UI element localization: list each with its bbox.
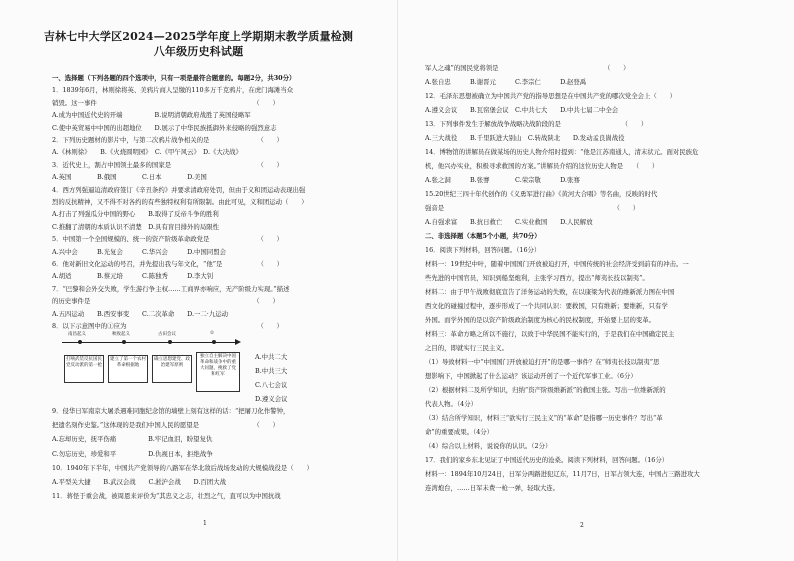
text-line: 销毁。这一事件 （ ） — [52, 98, 279, 107]
text-line: A.遵义会议 B.瓦窑堡会议 C.中共七大 D.中共七届二中全会 — [425, 106, 619, 114]
text-line: 3．近代史上，割占中国领土最多的国家是 （ ） — [52, 160, 283, 169]
text-line: A.英国 B.俄国 C.日本 D.美国 — [52, 173, 207, 182]
text-line: A.忘却历史，抚平伤痛 B.牢记血泪，盼望复仇 — [52, 435, 213, 444]
timeline-arrow-icon — [235, 339, 241, 345]
text-line: A.成为中国近代史的开端 B.说明清朝政府战胜了英国侵略军 — [52, 111, 251, 120]
text-line: 外国。而学外国的是以资产阶级政治制度为核心的民权制度，开始要上层的变革。 — [425, 316, 656, 324]
page-number-right: 2 — [580, 522, 584, 529]
text-line: 15.20世纪三四十年代创作的《义勇军进行曲》《黄河大合唱》等名曲，反映的时代 — [425, 190, 658, 198]
page-number-left: 1 — [203, 520, 207, 527]
text-line: A.平型关大捷 B.武汉会战 C.淞沪会战 D.百团大战 — [52, 478, 226, 486]
timeline-dot — [212, 340, 216, 344]
text-line: 机，他兴办实业，积极寻求救国的方案。”讲解员介绍的这位历史人物是 （ ） — [425, 162, 659, 170]
answer-option: C.八七会议 — [255, 381, 288, 389]
text-line: A.张之洞 B.张謇 C.荣宗敬 D.张骞 — [425, 176, 580, 184]
text-line: 4．西方列强逼迫清政府签订《辛丑条约》并要求清政府处罚，但由于义和团运动表现出强 — [52, 185, 306, 194]
text-line: 二、非选择题（本题5个小题，共70分） — [425, 232, 541, 240]
stage-label: 古田会议 — [158, 332, 176, 337]
text-line: 一、选择题（下列各题的四个选项中，只有一项是最符合题意的。每题2分，共30分） — [52, 74, 296, 82]
timeline-dot — [168, 340, 172, 344]
text-line: 连湾炮台，……日军未费一枪一弹，轻取大连。 — [425, 484, 560, 492]
text-line: 把遗名刻作史鉴。”这体现的是我们中国人民的愿望是 （ ） — [52, 421, 279, 430]
answer-option: B.中共三大 — [255, 367, 288, 375]
answer-option: A.中共二大 — [255, 353, 288, 361]
text-line: 6．他对新旧文化运动的号召，并先提出我与年文化，“他”是 （ ） — [52, 260, 284, 268]
text-line: C.使中英贸易中中国的出超地位 D.展示了中华民族抵御外来侵略的强烈意志 — [52, 123, 277, 132]
text-line: 想影响下，中国掀起了什么运动？该运动开创了一个近代军事工业。（6分） — [425, 372, 637, 380]
timeline-axis — [62, 342, 237, 343]
text-line: 2．下列历史题材的影片中，与第二次鸦片战争相关的是 （ ） — [52, 136, 283, 144]
text-line: A.兴中会 B.光复会 C.华兴会 D.中国同盟会 — [52, 247, 226, 256]
text-line: 些先进的中国官员，知识到船坚炮利，主张学习西方，提出“师夷长技以制夷”。 — [425, 274, 649, 282]
text-line: 代表人物。（4分） — [425, 400, 477, 408]
exam-subtitle: 八年级历史科试题 — [153, 45, 244, 58]
text-line: A.打击了列强瓜分中国的野心 B.取得了反帝斗争的胜利 — [52, 210, 219, 219]
text-line: 7．“巴黎和会外交失败，学生游行争主权……工商界亦响应，无产阶级力实现。”描述 — [52, 284, 290, 293]
text-line: A.胡适 B.蔡元培 C.陈独秀 D.李大钊 — [52, 272, 214, 281]
text-line: （3）结合所学知识，材料三“欲实行三民主义”的“革命”是指哪一历史事件？写出“革 — [425, 414, 663, 422]
text-line: 材料一：1894年10月24日，日军分两路进犯辽东，11月7日，日军占领大连，中国占三路进攻大 — [425, 470, 700, 478]
text-line: 8．以下示意图中的①应为 （ ） — [52, 322, 283, 330]
text-line: （2）根据材料二及所学知识，归纳“资产阶级维新派”的救国主张。写出一位维新派的 — [425, 386, 666, 394]
timeline-dot — [78, 340, 82, 344]
text-line: 材料二：由于甲午战败彻底宣告了洋务运动的失败，在以康梁为代表的维新派力图在中国 — [425, 288, 675, 296]
timeline-dot — [122, 340, 126, 344]
exam-title: 吉林七中大学区2024—2025学年度上学期期末教学质量检测 — [43, 30, 354, 43]
text-line: 军人之魂”的国民党将领是 （ ） — [425, 64, 630, 72]
stage-label: 秋收起义 — [112, 332, 130, 337]
event-box: 建立了第一个农村革命根据地 — [108, 355, 148, 383]
text-line: 材料三：革命方略之所以不施行，以致于中华民国不能实行的，于是我们在中国确定民主 — [425, 330, 675, 338]
stage-label: ① — [210, 331, 215, 336]
text-line: 17．我们的家乡东北见证了中国近代历史的沧桑。阅读下列材料，回答问题。（16分） — [425, 456, 669, 464]
text-line: （1）导致材料一中“中国国门开放被迫打开”的是哪一事件？在“师夷长技以制夷”思 — [425, 358, 660, 366]
text-line: 10．1940年下半年，中国共产党领导的八路军在华北敌后战场发动的大规模战役是（ ） — [52, 463, 313, 472]
stage-label: 南昌起义 — [68, 332, 86, 337]
text-line: A.自强求富 B.抗日救亡 C.实业救国 D.人民解放 — [425, 218, 593, 226]
text-line: A.三大战役 B.千里跃进大别山 C.转战陕北 D.发动孟良崮战役 — [425, 134, 625, 142]
text-line: 16．阅读下列材料，回答问题。（16分） — [425, 246, 541, 254]
text-line: A.张自忠 B.谢晋元 C.李宗仁 D.赵登禹 — [425, 78, 587, 86]
text-line: 13．下列事件发生于解放战争战略决战阶段的是 （ ） — [425, 120, 648, 128]
text-line: 14．博物馆的讲解员在做某场的历史人物介绍时提到：“他是江苏南通人，清末状元。面对民族危 — [425, 148, 699, 156]
text-line: 烈的反抗精神，又不得不对各约的有些独特权利有所限制。由此可见，义和团运动（ ） — [52, 198, 308, 206]
text-line: 命”的重要成果。（4分） — [425, 428, 494, 436]
text-line: C.勿忘历史，珍爱和平 D.仇视日本，拒绝战争 — [52, 449, 213, 458]
text-line: 材料一：19世纪中叶，随着中国国门开放被迫打开，中国传统的社会经济受到前有的冲击。一 — [425, 260, 689, 268]
text-line: 的历史事件是 （ ） — [52, 297, 279, 306]
text-line: A.五四运动 B.西安事变 C.二次革命 D.一二·九运动 — [52, 309, 229, 318]
text-line: 9．侵华日军南京大屠杀遇难同胞纪念馆的墙壁上刻有这样的话：“把屠刀化作警钟， — [52, 407, 290, 415]
text-line: A.《林则徐》 B.《火烧圆明园》 C.《甲午风云》 D.《大决战》 — [52, 148, 242, 157]
text-line: 1．1839年6月，林则徐将英、美鸦片商人呈缴的110多万千克鸦片，在虎门海滩当众 — [52, 86, 294, 95]
text-line: 之目的，即就实行三民主义。 — [425, 344, 509, 352]
text-line: 11．蒋怪于重会战，被周恩来评价为“其忠义之志，壮烈之气，直可以为中国抗战 — [52, 492, 281, 501]
text-line: 强音是 （ ） — [425, 204, 640, 212]
text-line: C.推翻了清朝的本质认识不清楚 D.具有盲目排外的局限性 — [52, 222, 219, 231]
event-box: 独立自主解决中国革命和战争中的重大问题，挽救了党和红军 — [196, 352, 240, 392]
text-line: 西文化的碰撞过程中，逐步形成了一个共同认识：要救国，只有维新；要维新，只有学 — [425, 302, 668, 310]
event-box: 确立思想建党、政治建军原则 — [152, 355, 192, 383]
answer-option: D.遵义会议 — [255, 395, 288, 403]
text-line: 12．毛泽东思想被确立为中国共产党的指导思想是在中国共产党的哪次党全会上（ ） — [425, 92, 676, 100]
event-box: 打响武装反抗国民党反动派的第一枪 — [64, 355, 104, 383]
text-line: （4）综合以上材料，说说你的认识。（2分） — [425, 442, 552, 450]
text-line: 5．中国第一个全国规模的、统一的资产阶级革命政党是 （ ） — [52, 235, 283, 244]
